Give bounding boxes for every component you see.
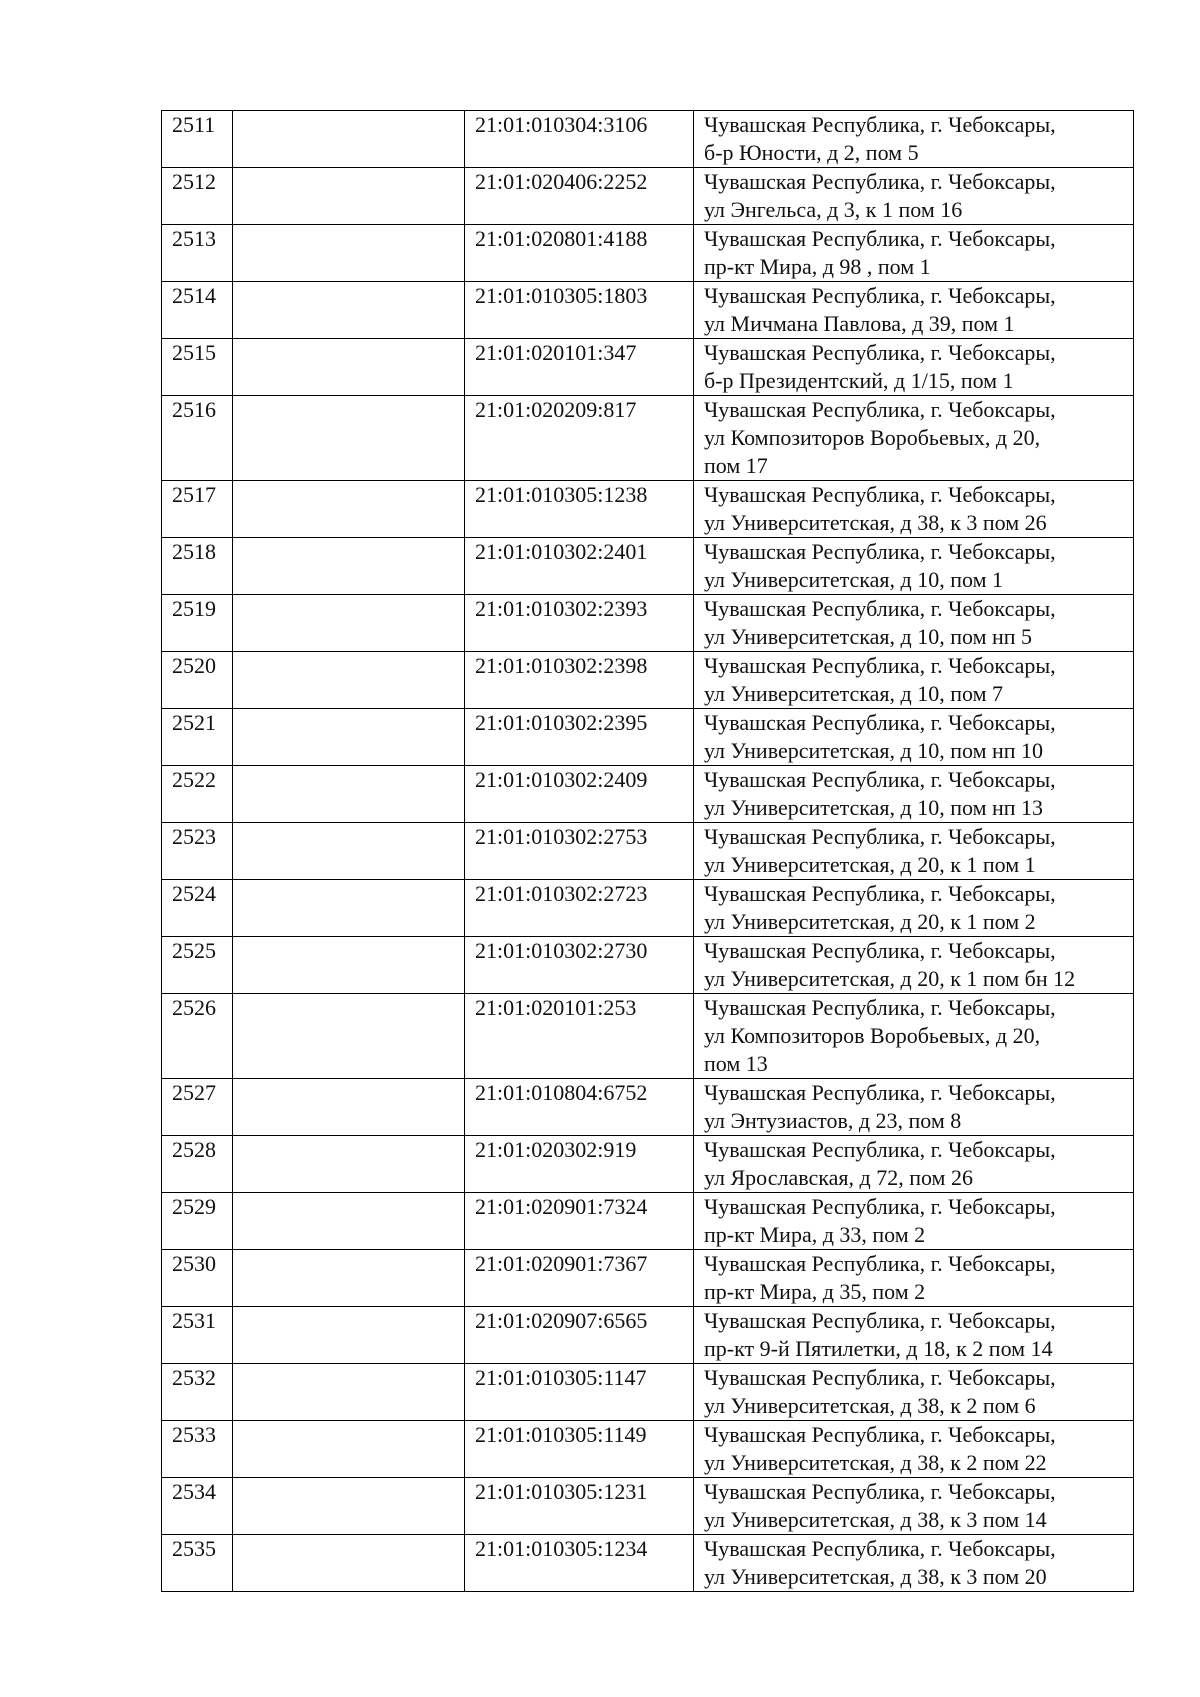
address-line: Чувашская Республика, г. Чебоксары, xyxy=(704,995,1056,1020)
address-line: ул Университетская, д 38, к 2 пом 22 xyxy=(704,1450,1047,1475)
address-line: Чувашская Республика, г. Чебоксары, xyxy=(704,340,1056,365)
address-line: б-р Президентский, д 1/15, пом 1 xyxy=(704,368,1014,393)
address-line: Чувашская Республика, г. Чебоксары, xyxy=(704,938,1056,963)
cadastral-number-cell: 21:01:010305:1234 xyxy=(465,1535,694,1592)
table-row xyxy=(162,994,1134,1079)
address-line: Чувашская Республика, г. Чебоксары, xyxy=(704,397,1056,422)
address-cell xyxy=(694,1307,1134,1364)
table-row xyxy=(162,937,1134,994)
address-cell xyxy=(694,1136,1134,1193)
cadastral-number-cell: 21:01:020901:7367 xyxy=(465,1250,694,1307)
owner-cell xyxy=(233,168,465,225)
address-line: Чувашская Республика, г. Чебоксары, xyxy=(704,1308,1056,1333)
table-row xyxy=(162,168,1134,225)
table-row xyxy=(162,595,1134,652)
address-line: ул Университетская, д 10, пом нп 10 xyxy=(704,738,1044,763)
owner-cell xyxy=(233,1307,465,1364)
address-line: Чувашская Республика, г. Чебоксары, xyxy=(704,596,1056,621)
row-number-cell: 2534 xyxy=(162,1478,233,1535)
address-line: ул Ярославская, д 72, пом 26 xyxy=(704,1165,973,1190)
table-row xyxy=(162,538,1134,595)
cadastral-number-cell: 21:01:010302:2401 xyxy=(465,538,694,595)
row-number-cell: 2517 xyxy=(162,481,233,538)
address-cell xyxy=(694,709,1134,766)
owner-cell xyxy=(233,481,465,538)
address-line: Чувашская Республика, г. Чебоксары, xyxy=(704,653,1056,678)
cadastral-number-cell: 21:01:020302:919 xyxy=(465,1136,694,1193)
table-row xyxy=(162,823,1134,880)
table-row xyxy=(162,709,1134,766)
cadastral-number-cell: 21:01:010305:1238 xyxy=(465,481,694,538)
row-number-cell: 2515 xyxy=(162,339,233,396)
address-cell xyxy=(694,339,1134,396)
address-line: пр-кт Мира, д 33, пом 2 xyxy=(704,1222,926,1247)
address-cell xyxy=(694,1364,1134,1421)
table-row xyxy=(162,1478,1134,1535)
address-line: ул Университетская, д 38, к 3 пом 14 xyxy=(704,1507,1047,1532)
cadastral-number-cell: 21:01:010305:1147 xyxy=(465,1364,694,1421)
address-line: ул Университетская, д 38, к 2 пом 6 xyxy=(704,1393,1036,1418)
address-line: ул Композиторов Воробьевых, д 20, xyxy=(704,1023,1041,1048)
cadastral-number-cell: 21:01:010302:2409 xyxy=(465,766,694,823)
row-number-cell: 2529 xyxy=(162,1193,233,1250)
address-line: Чувашская Республика, г. Чебоксары, xyxy=(704,1137,1056,1162)
address-line: ул Университетская, д 10, пом 7 xyxy=(704,681,1003,706)
row-number-cell: 2511 xyxy=(162,111,233,168)
address-line: ул Университетская, д 10, пом нп 5 xyxy=(704,624,1033,649)
address-line: ул Энгельса, д 3, к 1 пом 16 xyxy=(704,197,963,222)
address-cell xyxy=(694,1421,1134,1478)
table-row xyxy=(162,481,1134,538)
table-row xyxy=(162,1307,1134,1364)
owner-cell xyxy=(233,937,465,994)
owner-cell xyxy=(233,225,465,282)
registry-table-body xyxy=(162,111,1134,1592)
address-line: ул Университетская, д 10, пом нп 13 xyxy=(704,795,1044,820)
cadastral-number-cell: 21:01:010305:1803 xyxy=(465,282,694,339)
address-line: Чувашская Республика, г. Чебоксары, xyxy=(704,881,1056,906)
address-line: Чувашская Республика, г. Чебоксары, xyxy=(704,710,1056,735)
address-line: Чувашская Республика, г. Чебоксары, xyxy=(704,1536,1056,1561)
owner-cell xyxy=(233,1421,465,1478)
owner-cell xyxy=(233,595,465,652)
address-line: пом 13 xyxy=(704,1051,768,1076)
row-number-cell: 2532 xyxy=(162,1364,233,1421)
cadastral-number-cell: 21:01:010302:2395 xyxy=(465,709,694,766)
owner-cell xyxy=(233,1079,465,1136)
owner-cell xyxy=(233,282,465,339)
cadastral-number-cell: 21:01:010302:2753 xyxy=(465,823,694,880)
owner-cell xyxy=(233,880,465,937)
address-line: пр-кт 9-й Пятилетки, д 18, к 2 пом 14 xyxy=(704,1336,1053,1361)
row-number-cell: 2520 xyxy=(162,652,233,709)
address-line: Чувашская Республика, г. Чебоксары, xyxy=(704,283,1056,308)
owner-cell xyxy=(233,1250,465,1307)
address-line: ул Университетская, д 20, к 1 пом 1 xyxy=(704,852,1036,877)
address-line: ул Композиторов Воробьевых, д 20, xyxy=(704,425,1041,450)
row-number-cell: 2514 xyxy=(162,282,233,339)
address-line: Чувашская Республика, г. Чебоксары, xyxy=(704,169,1056,194)
address-line: ул Университетская, д 10, пом 1 xyxy=(704,567,1003,592)
address-line: Чувашская Республика, г. Чебоксары, xyxy=(704,1194,1056,1219)
row-number-cell: 2523 xyxy=(162,823,233,880)
row-number-cell: 2533 xyxy=(162,1421,233,1478)
cadastral-number-cell: 21:01:010305:1149 xyxy=(465,1421,694,1478)
row-number-cell: 2528 xyxy=(162,1136,233,1193)
address-cell xyxy=(694,481,1134,538)
row-number-cell: 2519 xyxy=(162,595,233,652)
address-cell xyxy=(694,282,1134,339)
address-cell xyxy=(694,994,1134,1079)
address-line: ул Энтузиастов, д 23, пом 8 xyxy=(704,1108,962,1133)
table-row xyxy=(162,652,1134,709)
address-cell xyxy=(694,823,1134,880)
table-row xyxy=(162,1421,1134,1478)
address-line: Чувашская Республика, г. Чебоксары, xyxy=(704,112,1056,137)
row-number-cell: 2522 xyxy=(162,766,233,823)
table-row xyxy=(162,339,1134,396)
address-cell xyxy=(694,1193,1134,1250)
address-line: пр-кт Мира, д 35, пом 2 xyxy=(704,1279,926,1304)
table-row xyxy=(162,1364,1134,1421)
owner-cell xyxy=(233,652,465,709)
owner-cell xyxy=(233,538,465,595)
cadastral-number-cell: 21:01:020101:253 xyxy=(465,994,694,1079)
owner-cell xyxy=(233,111,465,168)
owner-cell xyxy=(233,1193,465,1250)
address-line: пом 17 xyxy=(704,453,768,478)
address-line: Чувашская Республика, г. Чебоксары, xyxy=(704,482,1056,507)
cadastral-number-cell: 21:01:010302:2730 xyxy=(465,937,694,994)
address-cell xyxy=(694,595,1134,652)
row-number-cell: 2531 xyxy=(162,1307,233,1364)
table-row xyxy=(162,225,1134,282)
address-cell xyxy=(694,1535,1134,1592)
address-line: б-р Юности, д 2, пом 5 xyxy=(704,140,919,165)
owner-cell xyxy=(233,1364,465,1421)
address-cell xyxy=(694,168,1134,225)
table-row xyxy=(162,396,1134,481)
address-cell xyxy=(694,1079,1134,1136)
cadastral-number-cell: 21:01:020101:347 xyxy=(465,339,694,396)
cadastral-number-cell: 21:01:010302:2723 xyxy=(465,880,694,937)
table-row xyxy=(162,282,1134,339)
address-cell xyxy=(694,766,1134,823)
address-cell xyxy=(694,652,1134,709)
address-line: Чувашская Республика, г. Чебоксары, xyxy=(704,1080,1056,1105)
property-registry-table xyxy=(161,110,1134,1592)
table-row xyxy=(162,766,1134,823)
owner-cell xyxy=(233,1478,465,1535)
cadastral-number-cell: 21:01:020209:817 xyxy=(465,396,694,481)
address-cell xyxy=(694,1250,1134,1307)
address-line: Чувашская Республика, г. Чебоксары, xyxy=(704,1479,1056,1504)
address-line: Чувашская Республика, г. Чебоксары, xyxy=(704,824,1056,849)
table-row xyxy=(162,1136,1134,1193)
address-cell xyxy=(694,1478,1134,1535)
owner-cell xyxy=(233,766,465,823)
table-row xyxy=(162,1193,1134,1250)
address-cell xyxy=(694,538,1134,595)
row-number-cell: 2518 xyxy=(162,538,233,595)
cadastral-number-cell: 21:01:010304:3106 xyxy=(465,111,694,168)
address-cell xyxy=(694,111,1134,168)
address-line: Чувашская Республика, г. Чебоксары, xyxy=(704,767,1056,792)
address-line: ул Университетская, д 38, к 3 пом 26 xyxy=(704,510,1047,535)
address-line: пр-кт Мира, д 98 , пом 1 xyxy=(704,254,931,279)
row-number-cell: 2530 xyxy=(162,1250,233,1307)
row-number-cell: 2513 xyxy=(162,225,233,282)
owner-cell xyxy=(233,823,465,880)
row-number-cell: 2535 xyxy=(162,1535,233,1592)
address-line: ул Мичмана Павлова, д 39, пом 1 xyxy=(704,311,1015,336)
owner-cell xyxy=(233,396,465,481)
address-line: Чувашская Республика, г. Чебоксары, xyxy=(704,539,1056,564)
address-line: Чувашская Республика, г. Чебоксары, xyxy=(704,1422,1056,1447)
cadastral-number-cell: 21:01:020801:4188 xyxy=(465,225,694,282)
row-number-cell: 2516 xyxy=(162,396,233,481)
address-line: Чувашская Республика, г. Чебоксары, xyxy=(704,226,1056,251)
table-row xyxy=(162,111,1134,168)
row-number-cell: 2521 xyxy=(162,709,233,766)
owner-cell xyxy=(233,994,465,1079)
table-row xyxy=(162,1250,1134,1307)
table-row xyxy=(162,1535,1134,1592)
owner-cell xyxy=(233,1535,465,1592)
owner-cell xyxy=(233,339,465,396)
row-number-cell: 2526 xyxy=(162,994,233,1079)
row-number-cell: 2527 xyxy=(162,1079,233,1136)
address-line: Чувашская Республика, г. Чебоксары, xyxy=(704,1365,1056,1390)
table-row xyxy=(162,880,1134,937)
cadastral-number-cell: 21:01:010302:2393 xyxy=(465,595,694,652)
address-cell xyxy=(694,396,1134,481)
address-line: ул Университетская, д 20, к 1 пом 2 xyxy=(704,909,1036,934)
owner-cell xyxy=(233,709,465,766)
owner-cell xyxy=(233,1136,465,1193)
cadastral-number-cell: 21:01:020907:6565 xyxy=(465,1307,694,1364)
cadastral-number-cell: 21:01:020901:7324 xyxy=(465,1193,694,1250)
cadastral-number-cell: 21:01:010804:6752 xyxy=(465,1079,694,1136)
cadastral-number-cell: 21:01:010302:2398 xyxy=(465,652,694,709)
address-cell xyxy=(694,225,1134,282)
cadastral-number-cell: 21:01:020406:2252 xyxy=(465,168,694,225)
table-row xyxy=(162,1079,1134,1136)
address-line: ул Университетская, д 38, к 3 пом 20 xyxy=(704,1564,1047,1589)
address-line: Чувашская Республика, г. Чебоксары, xyxy=(704,1251,1056,1276)
row-number-cell: 2512 xyxy=(162,168,233,225)
address-cell xyxy=(694,937,1134,994)
row-number-cell: 2525 xyxy=(162,937,233,994)
address-line: ул Университетская, д 20, к 1 пом бн 12 xyxy=(704,966,1076,991)
cadastral-number-cell: 21:01:010305:1231 xyxy=(465,1478,694,1535)
row-number-cell: 2524 xyxy=(162,880,233,937)
address-cell xyxy=(694,880,1134,937)
